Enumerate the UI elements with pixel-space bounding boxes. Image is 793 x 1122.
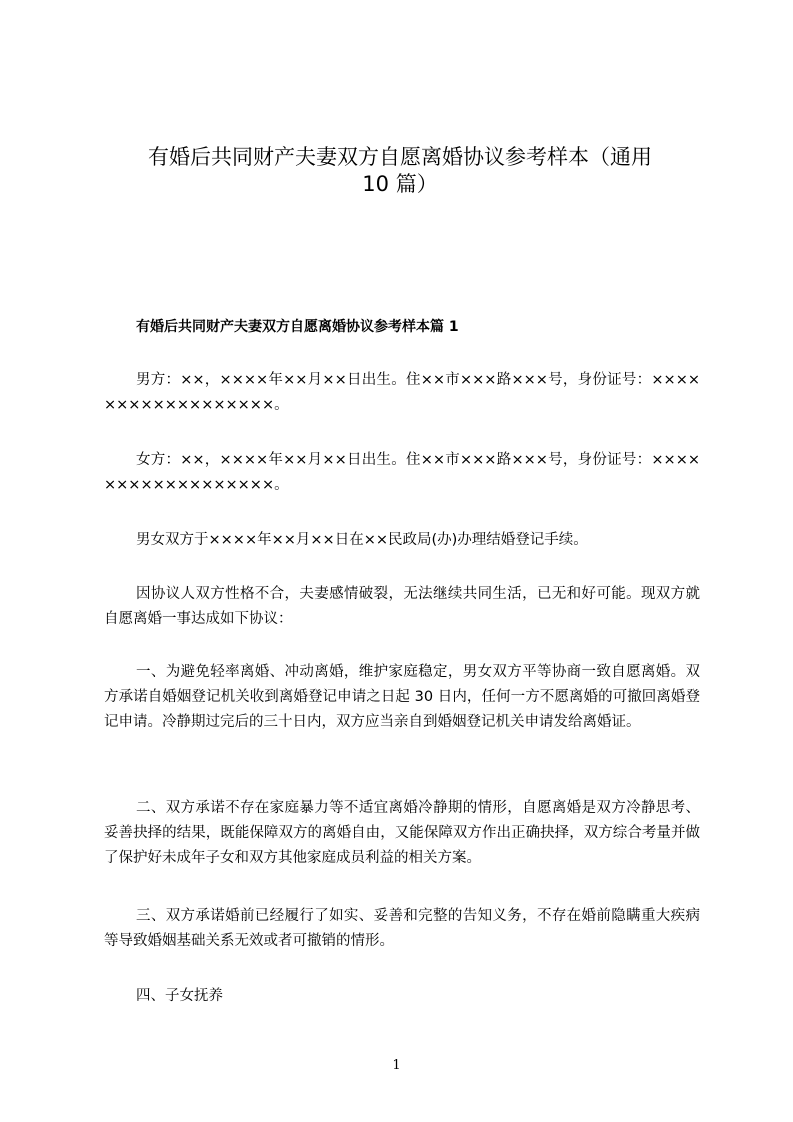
paragraph-marriage-registration: 男女双方于××××年××月××日在××民政局(办)办理结婚登记手续。 bbox=[136, 532, 588, 548]
paragraph-clause-2: 二、双方承诺不存在家庭暴力等不适宜离婚冷静期的情形，自愿离婚是双方冷静思考、妥善抉择的结果，既能保障双方的离婚自由，又能保障双方作出正确抉择，双方综合考量并做了保护好未成年子女和双方其他家庭成员利益的相关方案。 bbox=[104, 800, 700, 866]
paragraph-clause-3: 三、双方承诺婚前已经履行了如实、妥善和完整的告知义务，不存在婚前隐瞒重大疾病等导致婚姻基础关系无效或者可撤销的情形。 bbox=[104, 908, 700, 949]
document-title-line-2: 10 篇） bbox=[362, 172, 438, 196]
section-heading: 有婚后共同财产夫妻双方自愿离婚协议参考样本篇 1 bbox=[136, 319, 459, 335]
document-title-line-1: 有婚后共同财产夫妻双方自愿离婚协议参考样本（通用 bbox=[148, 145, 652, 169]
paragraph-wife-info: 女方：××，××××年××月××日出生。住××市×××路×××号，身份证号：××××××××××××××××××。 bbox=[104, 452, 700, 493]
paragraph-clause-1: 一、为避免轻率离婚、冲动离婚，维护家庭稳定，男女双方平等协商一致自愿离婚。双方承诺自婚姻登记机关收到离婚登记申请之日起 30 日内，任何一方不愿离婚的可撤回离婚登记申请。冷静期过完后的三十日内，双方应当亲自到婚姻登记机关申请发给离婚证。 bbox=[104, 664, 700, 730]
paragraph-clause-4-heading: 四、子女抚养 bbox=[136, 988, 223, 1004]
document-title bbox=[100, 144, 700, 198]
paragraph-husband-info: 男方：××，××××年××月××日出生。住××市×××路×××号，身份证号：××××××××××××××××××。 bbox=[104, 372, 700, 413]
paragraph-divorce-reason: 因协议人双方性格不合，夫妻感情破裂，无法继续共同生活，已无和好可能。现双方就自愿离婚一事达成如下协议： bbox=[104, 586, 700, 627]
page-number: 1 bbox=[392, 1058, 401, 1073]
